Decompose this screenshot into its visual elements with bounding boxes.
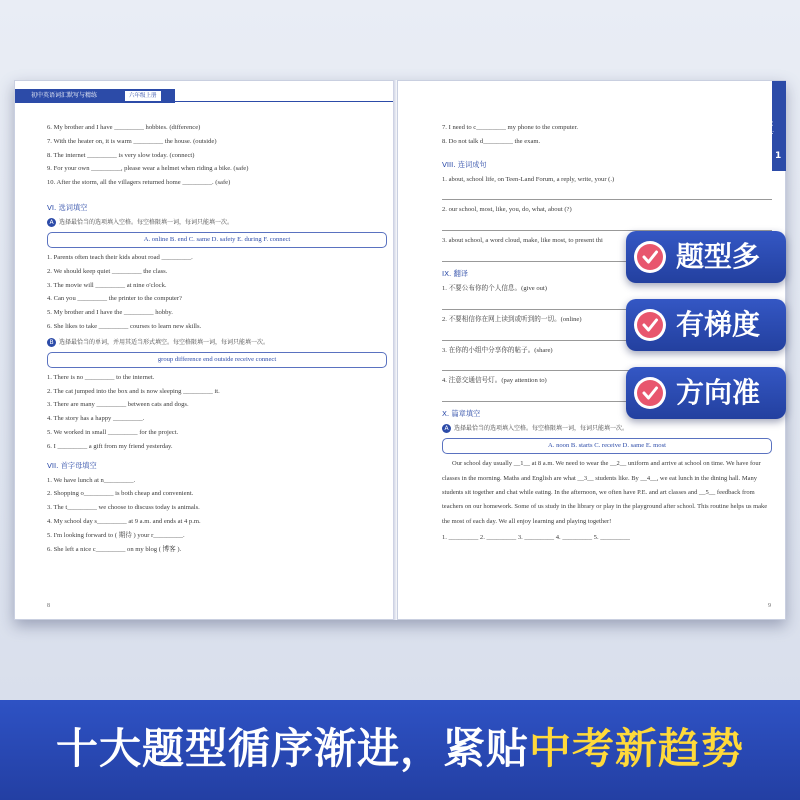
exercise-item: 4. The story has a happy _________.	[47, 415, 145, 423]
exercise-item: 5. We worked in small _________ for the project.	[47, 428, 179, 436]
exercise-item: 1. We have lunch at n_________.	[47, 476, 136, 484]
page-number: 9	[768, 603, 771, 609]
answer-line	[442, 217, 772, 231]
exercise-item: 6. I _________ a gift from my friend yesterday.	[47, 442, 173, 450]
instruction	[442, 422, 772, 436]
callout-label: 方向准	[676, 376, 761, 409]
section-title: X. 篇章填空	[442, 409, 481, 419]
callout-pill	[626, 367, 786, 419]
exercise-item: 8. Do not talk d_________ the exam.	[442, 137, 541, 145]
check-icon	[634, 241, 666, 273]
exercise-item: 2. The cat jumped into the box and is now sleeping _________ it.	[47, 387, 220, 395]
left-content	[47, 121, 387, 556]
grade-label: 六年级上册	[125, 91, 161, 101]
exercise-item: 7. I need to c_________ my phone to the computer.	[442, 124, 579, 131]
exercise-item: 6. She likes to take _________ courses to learn new skills.	[47, 322, 202, 330]
exercise-item: 6. My brother and I have _________ hobbies. (difference)	[47, 124, 201, 131]
section-title: VII. 首字母填空	[47, 460, 97, 470]
answer-blanks: 1. _________ 2. _________ 3. _________ 4. _________ 5. _________	[442, 534, 630, 542]
exercise-item: 9. For your own _________, please wear a helmet when riding a bike. (safe)	[47, 165, 249, 173]
page-number: 8	[47, 603, 50, 609]
banner-text-highlight: 中考新趋势	[529, 724, 745, 773]
exercise-item: 5. My brother and I have the _________ hobby.	[47, 309, 173, 317]
exercise-item: 3. The t_________ we choose to discuss today is animals.	[47, 504, 200, 512]
part-badge: A	[47, 218, 56, 227]
series-header	[15, 89, 175, 103]
callout-label: 题型多	[676, 240, 761, 273]
exercise-item: 8. The internet _________ is very slow today. (connect)	[47, 151, 195, 159]
word-bank: A. noon B. starts C. receive D. same E. most	[442, 438, 772, 454]
instruction	[47, 216, 387, 230]
exercise-item: 1. There is no _________ to the internet.	[47, 373, 155, 381]
exercise-item: 1. 不要公布你的个人信息。(give out)	[442, 284, 547, 292]
callout-label: 有梯度	[676, 308, 761, 341]
instruction-text: 选择最恰当的单词，并用其适当形式填空。每空格限填一词，每词只能填一次。	[59, 338, 270, 346]
word-bank: A. online B. end C. same D. safety E. during F. connect	[47, 232, 387, 248]
exercise-item: 2. 不要相信你在网上读到或听到的一切。(online)	[442, 315, 582, 323]
reading-passage: Our school day usually __1__ at 8 a.m. We need to wear the __2__ uniform and arrive at school on time. We have four classes in the morning. Maths and English are what __3__ students like. By __4__, we eat lunch in the dining hall. Many students sit together and chat while eating. In the afternoon, we often have P.E. and art classes and __5__ feedback from teachers on our homework. Some of us study in the library or play in the playground after school. This routine helps us make the most of each day. We all enjoy learning and playing together!	[442, 460, 768, 525]
exercise-item: 4. My school day s_________ at 9 a.m. and ends at 4 p.m.	[47, 517, 201, 525]
exercise-item: 10. After the storm, all the villagers returned home _________. (safe)	[47, 179, 231, 187]
series-title: 初中英语词汇默写与精练	[31, 92, 98, 99]
banner-text-white: 十大题型循序渐进，紧贴	[55, 724, 529, 773]
exercise-item: 5. I'm looking forward to ( 期待 ) your r_________.	[47, 531, 185, 539]
exercise-item: 2. We should keep quiet _________ the class.	[47, 267, 168, 275]
callout-pill	[626, 231, 786, 283]
unit-word: Unit	[766, 121, 774, 136]
exercise-item: 3. There are many _________ between cats and dogs.	[47, 401, 189, 409]
exercise-item: 6. She left a nice c_________ on my blog ( 博客 ).	[47, 545, 182, 553]
part-badge: A	[442, 424, 451, 433]
check-icon	[634, 377, 666, 409]
left-page	[14, 80, 395, 620]
unit-tab	[766, 81, 786, 171]
banner-slogan	[0, 714, 800, 784]
exercise-item: 4. Can you _________ the printer to the computer?	[47, 295, 182, 303]
check-icon	[634, 309, 666, 341]
section-title: VI. 选词填空	[47, 202, 88, 212]
exercise-item: 2. Shopping o_________ is both cheap and convenient.	[47, 490, 194, 498]
section-title: VIII. 连词成句	[442, 159, 487, 169]
word-bank: group difference end outside receive connect	[47, 352, 387, 368]
instruction-text: 选择最恰当的选项填入空格。每空格限填一词，每词只能填一次。	[454, 425, 629, 433]
exercise-item: 3. The movie will _________ at nine o'clock.	[47, 281, 167, 289]
exercise-item: 3. about school, a word cloud, make, like most, to present thi	[442, 237, 603, 245]
exercise-item: 1. about, school life, on Teen-Land Forum, a reply, write, your (.)	[442, 175, 615, 183]
exercise-item: 1. Parents often teach their kids about road _________.	[47, 253, 193, 261]
exercise-item: 4. 注意交通信号灯。(pay attention to)	[442, 377, 547, 385]
exercise-item: 3. 在你的小组中分享你的帖子。(share)	[442, 346, 553, 354]
instruction-text: 选择最恰当的选项填入空格。每空格限填一词，每词只能填一次。	[59, 218, 234, 226]
instruction	[47, 336, 387, 350]
part-badge: B	[47, 338, 56, 347]
unit-number: 1	[775, 151, 782, 161]
section-title: IX. 翻译	[442, 268, 468, 278]
callout-pill	[626, 299, 786, 351]
exercise-item: 2. our school, most, like, you, do, what, about (?)	[442, 206, 572, 214]
exercise-item: 7. With the heater on, it is warm _________ the house. (outside)	[47, 137, 217, 145]
answer-line	[442, 186, 772, 200]
header-rule	[175, 101, 395, 102]
